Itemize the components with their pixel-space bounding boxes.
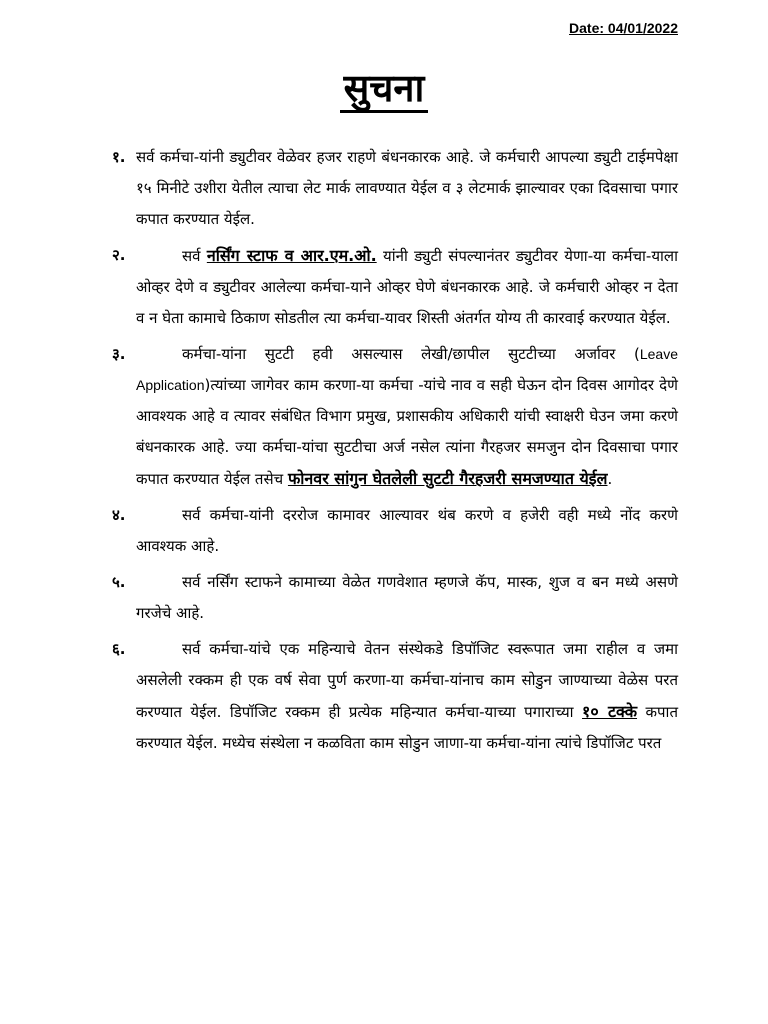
item-number: ३. (112, 345, 126, 363)
leave-application-text: Leave Application (136, 346, 678, 393)
page-title (0, 62, 768, 114)
item-text (136, 240, 678, 334)
notice-item-3 (112, 339, 678, 495)
item-text (136, 634, 678, 759)
notice-item-1 (112, 142, 678, 235)
highlight-text: १० टक्के (582, 702, 638, 721)
item-text-mid: )त्यांच्या जागेवर काम करणा-या कर्मचा -यांचे नाव व सही घेऊन दोन दिवस आगोदर देणे आवश्यक आहे व त्यावर संबंधित विभाग प्रमुख, प्रशासकीय अधिकारी यांची स्वाक्षरी घेउन जमा करणे बंधनकारक आहे. ज्या कर्मचा-यांचा सुटटीचा अर्ज नसेल त्यांना गैरहजर समजुन दोन दिवसाचा पगार कपात करण्यात येईल तसेच (136, 376, 678, 488)
item-number: ६. (112, 640, 126, 658)
item-text-pre: सर्व (182, 247, 201, 265)
item-text (136, 339, 678, 495)
item-text-pre: सर्व कर्मचा-यांचे एक महिन्याचे वेतन संस्थेकडे डिपॉजिट स्वरूपात जमा राहील व जमा असलेली रक्कम ही एक वर्ष सेवा पुर्ण करणा-या कर्मचा-यांनाच काम सोडुन जाण्याच्या वेळेस परत करण्यात येईल. डिपॉजिट रक्कम ही प्रत्येक महिन्यात कर्मचा-याच्या पगाराच्या (136, 640, 678, 721)
highlight-text: फोनवर सांगुन घेतलेली सुटटी गैरहजरी समजण्यात येईल (287, 469, 608, 488)
item-number: ५. (112, 573, 126, 591)
item-number: ४. (112, 506, 126, 524)
item-number: १. (112, 148, 126, 166)
item-text-pre: कर्मचा-यांना सुटटी हवी असल्यास लेखी/छापील सुटटीच्या अर्जावर ( (182, 345, 640, 363)
notice-item-6 (112, 634, 678, 759)
date-label: Date: 04/01/2022 (569, 20, 678, 36)
item-text-post: यांनी ड्युटी संपल्यानंतर ड्युटीवर येणा-या कर्मचा-याला ओव्हर देणे व ड्युटीवर आलेल्या कर्मचा-याने ओव्हर घेणे बंधनकारक आहे. जे कर्मचारी ओव्हर न देता व न घेता कामाचे ठिकाण सोडतील त्या कर्मचा-यावर शिस्ती अंतर्गत योग्य ती कारवाई करण्यात येईल. (136, 247, 678, 327)
item-number: २. (112, 246, 126, 264)
notice-item-2 (112, 240, 678, 334)
item-text: सर्व कर्मचा-यांनी ड्युटीवर वेळेवर हजर राहणे बंधनकारक आहे. जे कर्मचारी आपल्या ड्युटी टाईमपेक्षा १५ मिनीटे उशीरा येतील त्याचा लेट मार्क लावण्यात येईल व ३ लेटमार्क झाल्यावर एका दिवसाचा पगार कपात करण्यात येईल. (136, 148, 678, 228)
title-text: सुचना (340, 66, 429, 113)
notice-item-4 (112, 500, 678, 562)
notice-list (112, 142, 678, 764)
item-text-post: . (607, 470, 613, 488)
item-text: सर्व कर्मचा-यांनी दररोज कामावर आल्यावर थंब करणे व हजेरी वही मध्ये नोंद करणे आवश्यक आहे. (136, 506, 678, 555)
notice-item-5 (112, 567, 678, 629)
item-text: सर्व नर्सिंग स्टाफने कामाच्या वेळेत गणवेशात म्हणजे कॅप, मास्क, शुज व बन मध्ये असणे गरजेचे आहे. (136, 573, 678, 622)
highlight-text: नर्सिंग स्टाफ व आर.एम.ओ. (206, 246, 377, 265)
item-text-post: कपात करण्यात येईल. मध्येच संस्थेला न कळविता काम सोडुन जाणा-या कर्मचा-यांना त्यांचे डिपॉजिट परत (136, 703, 678, 752)
